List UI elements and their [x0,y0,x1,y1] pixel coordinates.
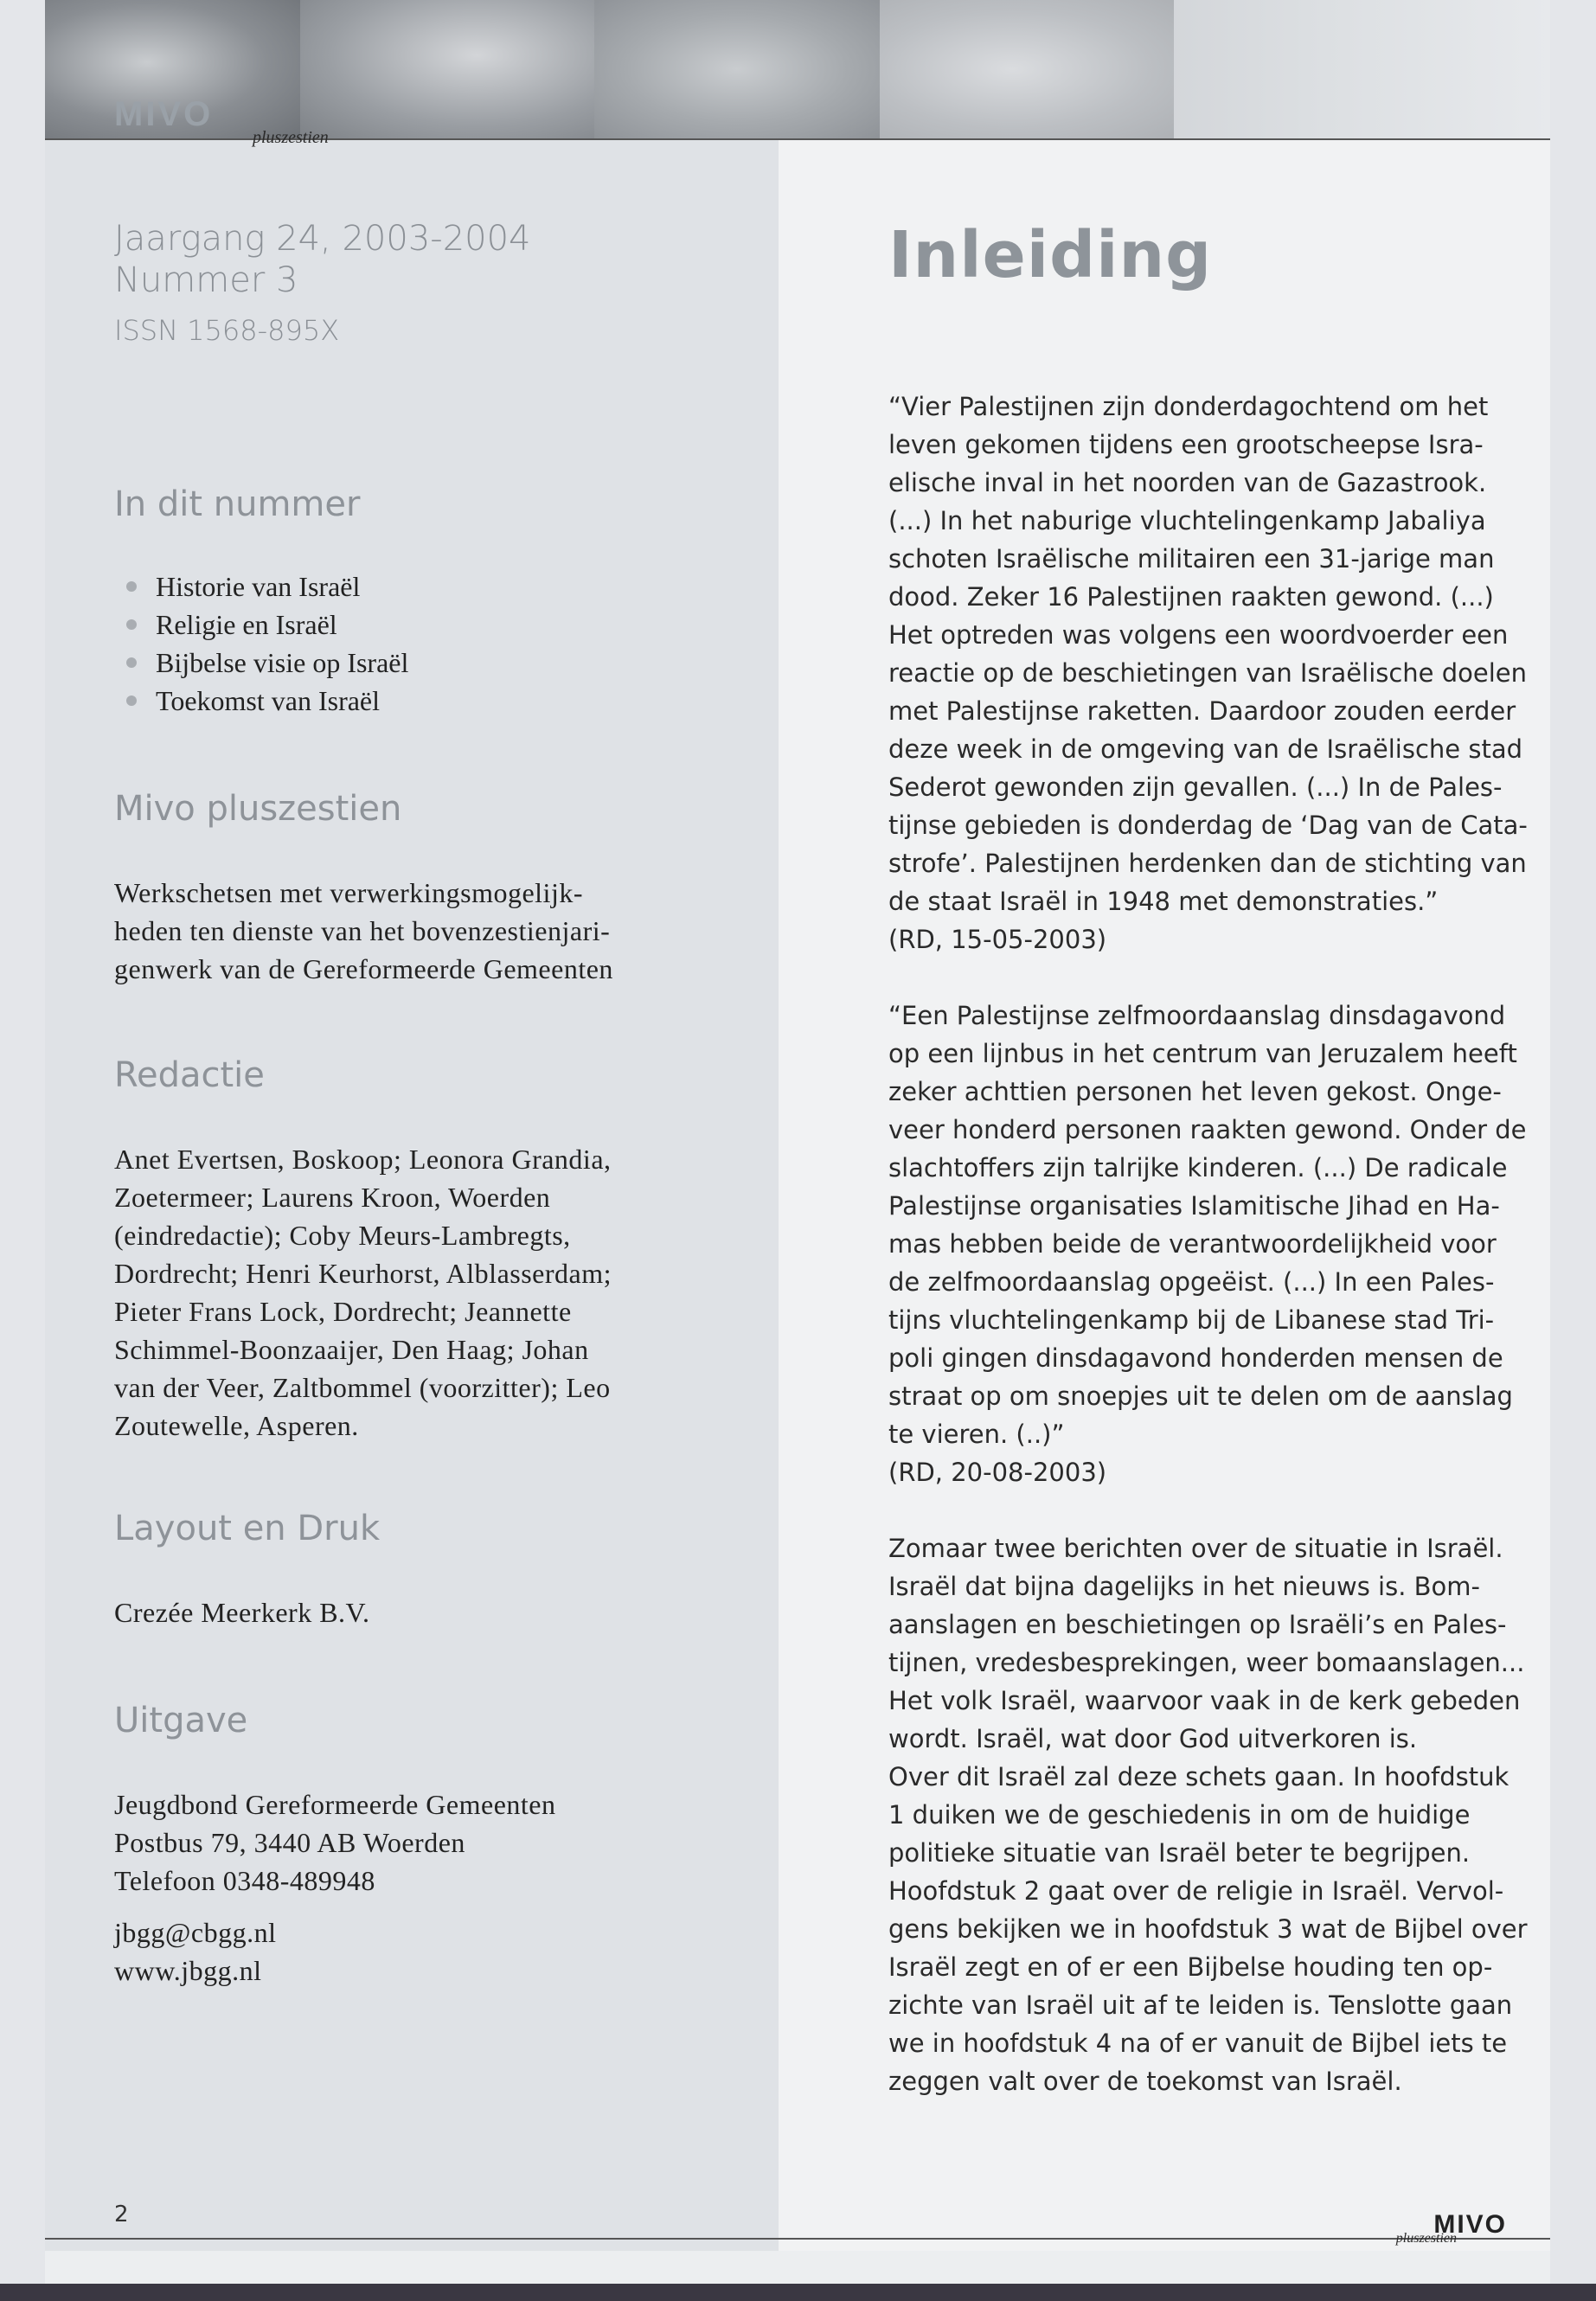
issue-info [114,218,531,348]
list-item: Toekomst van Israël [125,682,408,720]
publisher-address: Jeugdbond Gereformeerde Gemeenten Postbus 79, 3440 AB Woerden Telefoon 0348-489948 [114,1789,556,1896]
list-item: Historie van Israël [125,567,408,606]
website-link[interactable]: www.jbgg.nl [114,1955,262,1986]
issn: ISSN 1568-895X [114,314,340,347]
volume: Jaargang 24, 2003-2004 [114,219,531,259]
logo-subtitle: pluszestien [1395,2231,1457,2246]
header-photo-strip [45,0,1550,138]
about-text: Werkschetsen met verwerkingsmogelijk- heden ten dienste van het bovenzestienjari- genwerk van de Gereformeerde Gemeenten [114,877,613,984]
editors-text: Anet Evertsen, Boskoop; Leonora Grandia, Zoetermeer; Laurens Kroon, Woerden (eindredactie); Coby Meurs-Lambregts, Dordrecht; Henri Keurhorst, Alblasserdam; Pieter Frans Lock, Dordrecht; Jeannette Schimmel-Boonzaaijer, Den Haag; Johan van der Veer, Zaltbommel (voorzitter); Leo Zoutewelle, Asperen. [114,1144,612,1441]
logo-text: MIVO [114,95,214,133]
mivo-logo-top [114,95,329,147]
printer-text: Crezée Meerkerk B.V. [114,1597,370,1628]
page-title: Inleiding [888,218,1213,292]
list-item: Bijbelse visie op Israël [125,644,408,682]
header-photo [300,0,594,138]
header-photo [880,0,1174,138]
contents-list [125,567,408,720]
contents-heading: In dit nummer [114,484,361,524]
bullet-icon [126,581,137,592]
quote-2: “Een Palestijnse zelfmoordaanslag dinsdagavond op een lijnbus in het centrum van Jeruzalem heeft zeker achttien personen het leven gekost. Onge- veer honderd personen raakten gewond. Onder de slachtoffers zijn talrijke kinderen. (...) De radicale Palestijnse organisaties Islamitische Jihad en Ha- mas hebben beide de verantwoordelijkheid voor de zelfmoordaanslag opgeëist. (...) In een Pales- tijns vluchtelingenkamp bij de Libanese stad Tri- poli gingen dinsdagavond honderden mensen de straat op om snoepjes uit te delen om de aanslag te vieren. (..)” (RD, 20-08-2003) [888,1001,1527,1487]
header-photo [594,0,880,138]
magazine-page [45,0,1550,2284]
issue-number: Nummer 3 [114,260,298,300]
bullet-icon [126,695,137,706]
editors-heading: Redactie [114,1055,265,1095]
logo-subtitle: pluszestien [253,128,329,147]
publisher-contact [114,1913,772,1990]
list-item: Religie en Israël [125,606,408,644]
bullet-icon [126,619,137,630]
layout-heading: Layout en Druk [114,1509,381,1548]
email-link[interactable]: jbgg@cbgg.nl [114,1917,277,1948]
bullet-icon [126,657,137,668]
publisher-heading: Uitgave [114,1701,248,1740]
about-heading: Mivo pluszestien [114,789,402,829]
scan-edge [0,2284,1596,2301]
logo-text: MIVO [1433,2210,1507,2239]
mivo-logo-bottom [1317,2210,1507,2245]
intro-paragraph: Zomaar twee berichten over de situatie in Israël. Israël dat bijna dagelijks in het nieuws is. Bom- aanslagen en beschietingen op Israëli’s en Pales- tijnen, vredesbesprekingen, weer bomaanslagen... Het volk Israël, waarvoor vaak in de kerk gebeden wordt. Israël, wat door God uitverkoren is. Over dit Israël zal deze schets gaan. In hoofdstuk 1 duiken we de geschiedenis in om de huidige politieke situatie van Israël beter te begrijpen. Hoofdstuk 2 gaat over de religie in Israël. Vervol- gens bekijken we in hoofdstuk 3 wat de Bijbel over Israël zegt en of er een Bijbelse houding ten op- zichte van Israël uit af te leiden is. Tenslotte gaan we in hoofdstuk 4 na of er vanuit de Bijbel iets te zeggen valt over de toekomst van Israël. [888,1534,1528,2096]
quote-1: “Vier Palestijnen zijn donderdagochtend om het leven gekomen tijdens een grootscheepse Isra- elische inval in het noorden van de Gazastrook. (...) In het naburige vluchtelingenkamp Jabaliya schoten Israëlische militairen een 31-jarige man dood. Zeker 16 Palestijnen raakten gewond. (...) Het optreden was volgens een woordvoerder een reactie op de beschietingen van Israëlische doelen met Palestijnse raketten. Daardoor zouden eerder deze week in de omgeving van de Israëlische stad Sederot gewonden zijn gevallen. (...) In de Pales- tijnse gebieden is donderdag de ‘Dag van de Cata- strofe’. Palestijnen herdenken dan de stichting van de staat Israël in 1948 met demonstraties.” (RD, 15-05-2003) [888,392,1528,954]
page-number: 2 [114,2202,129,2227]
